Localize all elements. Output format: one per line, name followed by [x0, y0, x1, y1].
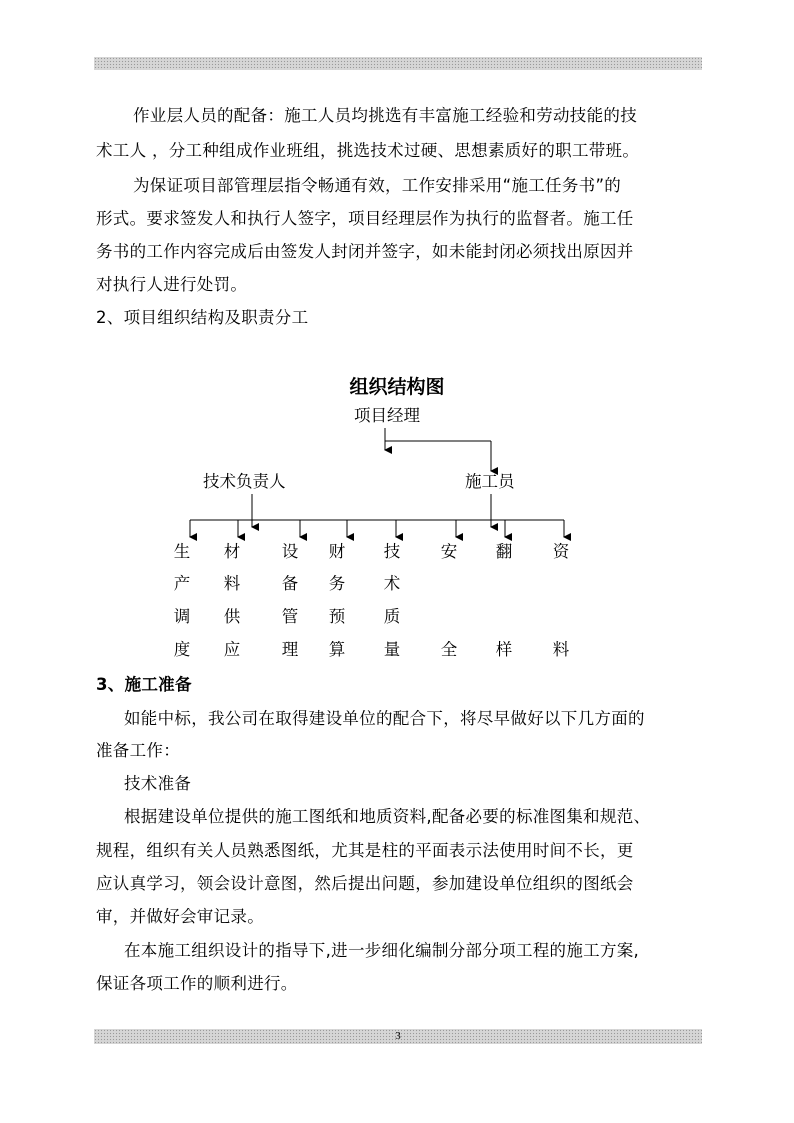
paragraph-line: 应认真学习，领会设计意图，然后提出问题，参加建设单位组织的图纸会: [96, 874, 634, 893]
dept-char: 产: [173, 574, 191, 593]
dept-char: 度: [173, 640, 191, 659]
dept-char: 样: [495, 640, 513, 659]
paragraph-line: 对执行人进行处罚。: [96, 275, 248, 294]
dept-char: 财: [328, 542, 346, 561]
dept-char: 料: [552, 640, 570, 659]
dept-char: 备: [281, 574, 299, 593]
paragraph-line: 根据建设单位提供的施工图纸和地质资料,配备必要的标准图集和规范、: [124, 807, 651, 826]
paragraph-line: 审，并做好会审记录。: [96, 907, 264, 926]
dept-char: 预: [328, 607, 346, 626]
page-number: 3: [395, 1030, 401, 1042]
dept-char: 理: [281, 640, 299, 659]
dept-char: 安: [440, 542, 458, 561]
dept-char: 质: [383, 607, 401, 626]
dept-char: 设: [281, 542, 299, 561]
dept-char: 算: [328, 640, 346, 659]
dept-char: 管: [281, 607, 299, 626]
org-node-construction-staff: 施工员: [465, 472, 515, 491]
dept-char: 调: [173, 607, 191, 626]
paragraph-line: 作业层人员的配备：施工人员均挑选有丰富施工经验和劳动技能的技: [133, 106, 637, 125]
paragraph-line: 准备工作：: [96, 741, 180, 760]
paragraph-line: 保证各项工作的顺利进行。: [96, 974, 298, 993]
dept-char: 料: [223, 574, 241, 593]
dept-char: 务: [328, 574, 346, 593]
dept-char: 供: [223, 607, 241, 626]
dept-char: 应: [223, 640, 241, 659]
subheading: 技术准备: [124, 774, 192, 793]
dept-char: 术: [383, 574, 401, 593]
dept-char: 全: [440, 640, 458, 659]
dept-char: 量: [383, 640, 401, 659]
paragraph-line: 术工人 ，分工种组成作业班组，挑选技术过硬、思想素质好的职工带班。: [96, 141, 640, 160]
paragraph-line: 规程，组织有关人员熟悉图纸，尤其是柱的平面表示法使用时间不长，更: [96, 841, 634, 860]
paragraph-line: 为保证项目部管理层指令畅通有效，工作安排采用“施工任务书”的: [133, 176, 622, 195]
org-chart-title: 组织结构图: [349, 376, 445, 398]
dept-char: 材: [223, 542, 241, 561]
section-heading: 2、项目组织结构及职责分工: [96, 308, 309, 327]
paragraph-line: 形式。要求签发人和执行人签字，项目经理层作为执行的监督者。施工任: [96, 209, 634, 228]
dept-char: 技: [383, 542, 401, 561]
paragraph-line: 务书的工作内容完成后由签发人封闭并签字，如未能封闭必须找出原因并: [96, 242, 634, 261]
section-heading: 3、施工准备: [96, 675, 192, 694]
paragraph-line: 如能中标，我公司在取得建设单位的配合下，将尽早做好以下几方面的: [124, 709, 645, 728]
dept-char: 生: [173, 542, 191, 561]
dept-char: 翻: [495, 542, 513, 561]
org-node-root: 项目经理: [354, 406, 420, 425]
org-node-tech-lead: 技术负责人: [203, 472, 286, 491]
dept-char: 资: [552, 542, 570, 561]
paragraph-line: 在本施工组织设计的指导下,进一步细化编制分部分项工程的施工方案,: [124, 941, 640, 960]
